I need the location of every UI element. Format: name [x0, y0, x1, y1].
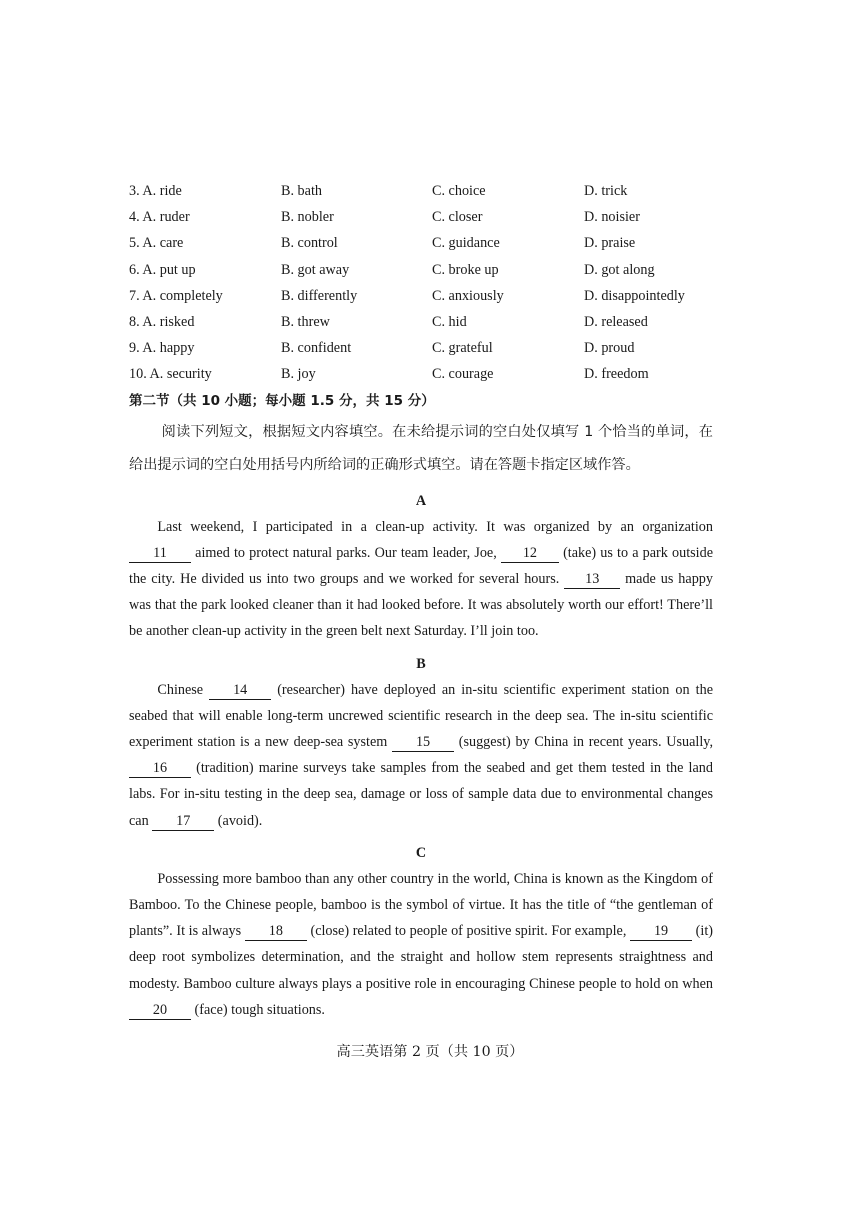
- option-row: [129, 230, 713, 256]
- passage-b-text: Chinese 14 (researcher) have deployed an in-situ scientific experiment station on the seabed that will enable long-term uncrewed scientific research in the deep sea. The in-situ scientific experiment station is a new deep-sea system 15 (suggest) by China in recent years. Usually, 16 (tradition) marine surveys take samples from the seabed and get them tested in the land labs. For in-situ testing in the deep sea, damage or loss of sample data due to environmental changes can 17 (avoid).: [129, 681, 713, 829]
- option-b: B. nobler: [281, 209, 334, 226]
- passage-c-text: Possessing more bamboo than any other country in the world, China is known as the Kingdom of Bamboo. To the Chinese people, bamboo is the symbol of virtue. It has the title of “the gentleman of plants”. It is always 18 (close) related to people of positive spirit. For example, 19 (it) deep root symbolizes determination, and the straight and hollow stem represents straightness and modesty. Bamboo culture always plays a positive role in encouraging Chinese people to hold on when 20 (face) tough situations.: [129, 870, 714, 1018]
- option-a: 9. A. happy: [129, 340, 195, 357]
- option-a: 3. A. ride: [129, 183, 182, 199]
- blank-20: 20: [129, 1002, 191, 1020]
- blank-14: 14: [209, 682, 271, 700]
- blank-19: 19: [630, 923, 692, 941]
- option-d: D. freedom: [584, 366, 649, 383]
- section-title: 第二节（共 10 小题；每小题 1.5 分，共 15 分）: [129, 392, 435, 409]
- option-d: D. proud: [584, 340, 635, 357]
- option-row: [129, 178, 713, 204]
- option-c: C. courage: [432, 366, 494, 383]
- option-b: B. got away: [281, 261, 350, 278]
- option-a: 6. A. put up: [129, 261, 196, 278]
- option-d: D. praise: [584, 235, 636, 252]
- option-b: B. confident: [281, 340, 352, 357]
- option-b: B. threw: [281, 313, 330, 330]
- option-row: [129, 204, 713, 230]
- passage-a-text: Last weekend, I participated in a clean-up activity. It was organized by an organization 11 aimed to protect natural parks. Our team leader, Joe, 12 (take) us to a park outside the city. He divided us into two groups and we worked for several hours. 13 made us happy was that the park looked cleaner than it had looked before. It was absolutely worth our effort! There’ll be another clean-up activity in the green belt next Saturday. I’ll join too.: [129, 518, 714, 640]
- blank-11: 11: [129, 545, 191, 563]
- blank-15: 15: [392, 734, 454, 752]
- option-d: D. trick: [584, 183, 628, 199]
- option-d: D. got along: [584, 261, 655, 278]
- passage-b-heading: B: [416, 655, 426, 672]
- options-table: [129, 178, 713, 388]
- option-row: [129, 309, 713, 335]
- blank-13: 13: [564, 571, 620, 589]
- option-b: B. control: [281, 235, 338, 252]
- option-d: D. released: [584, 313, 648, 330]
- option-c: C. closer: [432, 209, 483, 226]
- passage-a-heading: A: [415, 492, 427, 509]
- option-d: D. noisier: [584, 209, 640, 226]
- option-a: 7. A. completely: [129, 287, 223, 304]
- option-row: [129, 257, 713, 283]
- option-b: B. differently: [281, 287, 358, 304]
- option-row: [129, 361, 713, 387]
- option-c: C. guidance: [432, 235, 500, 252]
- option-a: 4. A. ruder: [129, 209, 190, 226]
- option-c: C. broke up: [432, 261, 499, 278]
- blank-18: 18: [245, 923, 307, 941]
- option-b: B. bath: [281, 183, 322, 199]
- option-a: 5. A. care: [129, 235, 184, 252]
- option-a: 8. A. risked: [129, 313, 195, 330]
- page-footer: 高三英语第 2 页（共 10 页）: [336, 1044, 524, 1060]
- option-c: C. choice: [432, 183, 486, 199]
- option-a: 10. A. security: [129, 366, 212, 383]
- page-content: [129, 178, 713, 1023]
- blank-17: 17: [152, 813, 214, 831]
- passage-c-heading: C: [415, 844, 427, 861]
- blank-16: 16: [129, 760, 191, 778]
- option-c: C. hid: [432, 313, 467, 330]
- option-row: [129, 283, 713, 309]
- section-instructions: 阅读下列短文，根据短文内容填空。在未给提示词的空白处仅填写 1 个恰当的单词，在给出提示词的空白处用括号内所给词的正确形式填空。请在答题卡指定区域作答。: [129, 423, 713, 473]
- option-b: B. joy: [281, 366, 316, 383]
- option-d: D. disappointedly: [584, 287, 685, 304]
- option-row: [129, 335, 713, 361]
- option-c: C. anxiously: [432, 287, 504, 304]
- option-c: C. grateful: [432, 340, 493, 357]
- blank-12: 12: [501, 545, 559, 563]
